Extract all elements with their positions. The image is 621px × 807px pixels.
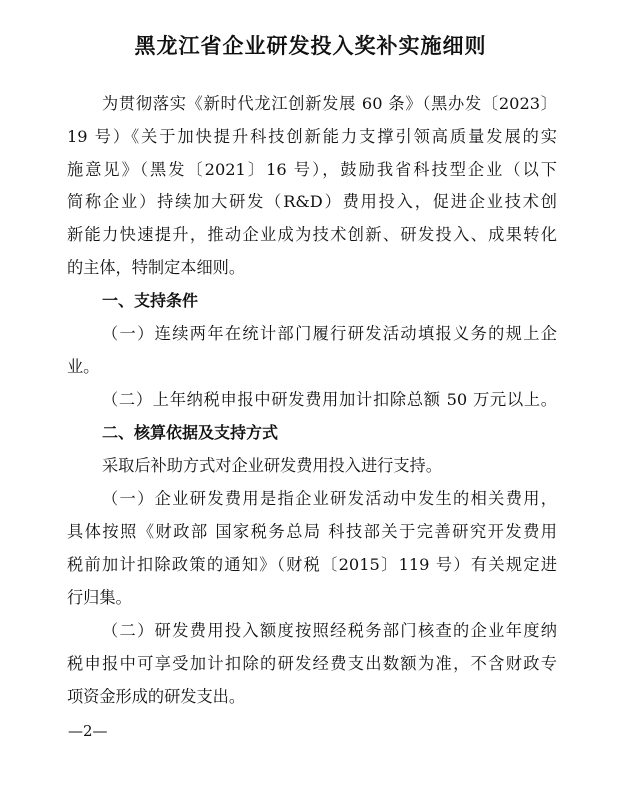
page-number: —2— — [68, 722, 108, 740]
section-heading: 一、支持条件 — [102, 291, 199, 310]
paragraph-line: （二）研发费用投入额度按照经税务部门核查的企业年度纳 — [102, 621, 557, 640]
paragraph-line: 项资金形成的研发支出。 — [67, 687, 246, 706]
paragraph-line: 为贯彻落实《新时代龙江创新发展 60 条》（黑办发〔2023〕 — [102, 94, 557, 113]
paragraph-line: 采取后补助方式对企业研发费用投入进行支持。 — [102, 456, 442, 475]
paragraph-line: （一）连续两年在统计部门履行研发活动填报义务的规上企 — [102, 324, 557, 343]
paragraph-line: 行归集。 — [67, 588, 132, 607]
paragraph-line: 的主体，特制定本细则。 — [67, 258, 246, 277]
paragraph-line: 新能力快速提升，推动企业成为技术创新、研发投入、成果转化 — [67, 225, 557, 244]
paragraph-line: 施意见》（黑发〔2021〕16 号），鼓励我省科技型企业（以下 — [67, 160, 557, 179]
section-heading: 二、核算依据及支持方式 — [102, 423, 279, 442]
paragraph-line: （一）企业研发费用是指企业研发活动中发生的相关费用， — [102, 489, 557, 508]
paragraph-line: （二）上年纳税申报中研发费用加计扣除总额 50 万元以上。 — [102, 390, 557, 409]
paragraph-line: 税前加计扣除政策的通知》（财税〔2015〕119 号）有关规定进 — [67, 555, 557, 574]
paragraph-line: 19 号）《关于加快提升科技创新能力支撑引领高质量发展的实 — [67, 127, 557, 146]
paragraph-line: 税申报中可享受加计扣除的研发经费支出数额为准，不含财政专 — [67, 654, 557, 673]
document-title: 黑龙江省企业研发投入奖补实施细则 — [134, 34, 487, 58]
paragraph-line: 具体按照《财政部 国家税务总局 科技部关于完善研究开发费用 — [67, 522, 557, 541]
paragraph-line: 简称企业）持续加大研发（R&D）费用投入，促进企业技术创 — [67, 192, 557, 211]
paragraph-line: 业。 — [67, 357, 100, 376]
